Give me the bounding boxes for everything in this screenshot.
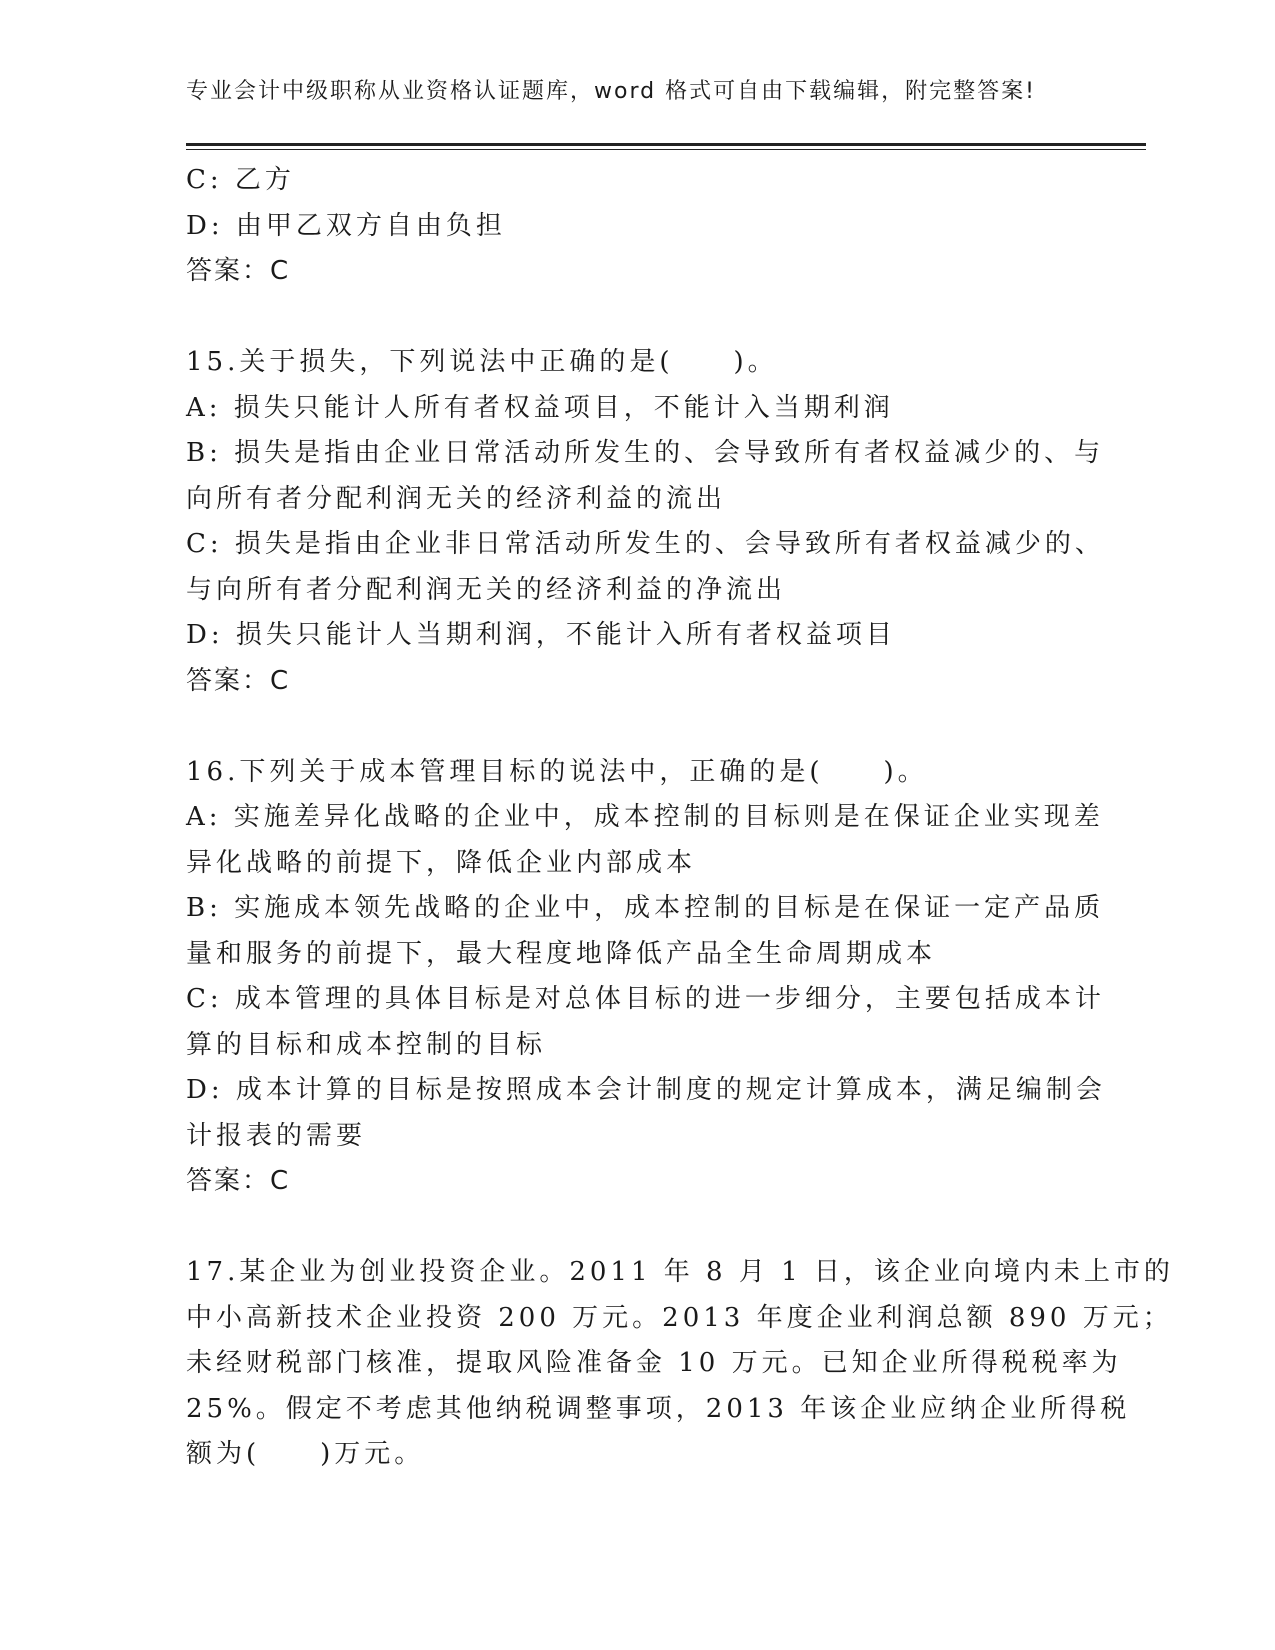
q15-option-c-line2: 与向所有者分配利润无关的经济利益的净流出 — [186, 574, 787, 605]
q16-option-c-line2: 算的目标和成本控制的目标 — [186, 1029, 547, 1060]
q17-stem-line2: 中小高新技术企业投资 200 万元。2013 年度企业利润总额 890 万元； — [186, 1302, 1173, 1333]
question-15 — [186, 340, 1105, 704]
q15-option-b-line1: B: 损失是指由企业日常活动所发生的、会导致所有者权益减少的、与 — [186, 438, 1105, 468]
q16-option-c-line1: C: 成本管理的具体目标是对总体目标的进一步细分，主要包括成本计 — [186, 984, 1105, 1014]
q17-stem-line3: 未经财税部门核准，提取风险准备金 10 万元。已知企业所得税税率为 — [186, 1348, 1122, 1378]
header-rule-thick — [186, 143, 1146, 146]
q17-stem-line1: 17.某企业为创业投资企业。2011 年 8 月 1 日，该企业向境内未上市的 — [186, 1257, 1174, 1287]
q16-stem: 16.下列关于成本管理目标的说法中，正确的是( )。 — [186, 756, 928, 787]
q17-stem-line4: 25%。假定不考虑其他纳税调整事项，2013 年该企业应纳企业所得税 — [186, 1393, 1131, 1424]
question-14 — [186, 158, 1086, 295]
q16-option-d-line2: 计报表的需要 — [186, 1120, 367, 1151]
question-17 — [186, 1250, 1174, 1478]
q14-answer: 答案：C — [186, 256, 291, 286]
q16-option-d-line1: D: 成本计算的目标是按照成本会计制度的规定计算成本，满足编制会 — [186, 1075, 1106, 1105]
q16-option-a-line2: 异化战略的前提下，降低企业内部成本 — [186, 847, 697, 878]
question-16 — [186, 750, 1106, 1205]
q15-option-a: A: 损失只能计人所有者权益项目，不能计入当期利润 — [186, 392, 894, 423]
q14-option-d: D: 由甲乙双方自由负担 — [186, 210, 506, 241]
q15-stem: 15.关于损失，下列说法中正确的是( )。 — [186, 347, 778, 377]
q16-option-b-line2: 量和服务的前提下，最大程度地降低产品全生命周期成本 — [186, 938, 937, 969]
spacer — [186, 295, 1086, 341]
page-header: 专业会计中级职称从业资格认证题库，word 格式可自由下载编辑，附完整答案! — [186, 79, 1036, 104]
q16-option-a-line1: A: 实施差异化战略的企业中，成本控制的目标则是在保证企业实现差 — [186, 802, 1104, 832]
q16-option-b-line1: B: 实施成本领先战略的企业中，成本控制的目标是在保证一定产品质 — [186, 893, 1105, 923]
q15-answer: 答案：C — [186, 665, 291, 696]
q16-answer: 答案：C — [186, 1166, 291, 1196]
spacer — [186, 704, 1086, 750]
question-content — [186, 158, 1174, 1478]
q15-option-c-line1: C: 损失是指由企业非日常活动所发生的、会导致所有者权益减少的、 — [186, 529, 1105, 559]
q15-option-b-line2: 向所有者分配利润无关的经济利益的流出 — [186, 483, 727, 514]
q15-option-d: D: 损失只能计人当期利润，不能计入所有者权益项目 — [186, 620, 896, 650]
q14-option-c: C: 乙方 — [186, 165, 295, 195]
header-rule-thin — [186, 149, 1146, 150]
q17-stem-line5: 额为( )万元。 — [186, 1439, 425, 1469]
spacer — [186, 1205, 1086, 1251]
